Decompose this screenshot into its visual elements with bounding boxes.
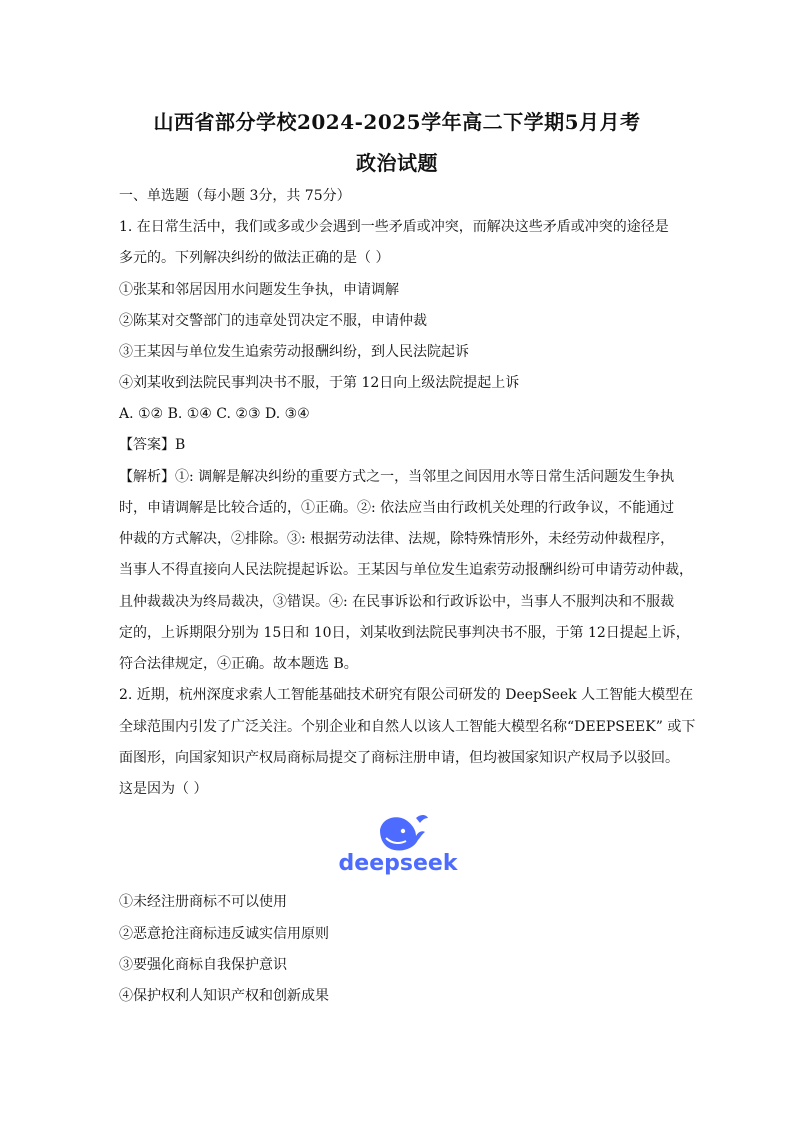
question-2-stem-line: 2. 近期，杭州深度求索人工智能基础技术研究有限公司研发的 DeepSeek 人工智能大模型在 bbox=[119, 687, 694, 703]
deepseek-logo bbox=[330, 808, 466, 878]
whale-icon bbox=[330, 808, 466, 878]
question-1-stem-line-2: 多元的。下列解决纠纷的做法正确的是（ ） bbox=[119, 250, 390, 266]
analysis-line: 【解析】①: 调解是解决纠纷的重要方式之一，当邻里之间因用水等日常生活问题发生争执 bbox=[119, 469, 675, 485]
section-heading: 一、单选题（每小题 3分，共 75分） bbox=[119, 188, 351, 204]
logo-wordmark: deepseek bbox=[338, 851, 458, 876]
question-2-option-1: ①未经注册商标不可以使用 bbox=[119, 894, 287, 910]
question-1-option-1: ①张某和邻居因用水问题发生争执，申请调解 bbox=[119, 282, 399, 298]
question-2-option-2: ②恶意抢注商标违反诚实信用原则 bbox=[119, 926, 329, 942]
analysis-line: 仲裁的方式解决，②排除。③: 根据劳动法律、法规，除特殊情形外，未经劳动仲裁程序， bbox=[119, 531, 675, 547]
question-2-stem-line: 这是因为（ ） bbox=[119, 781, 208, 797]
question-1-option-3: ③王某因与单位发生追索劳动报酬纠纷，到人民法院起诉 bbox=[119, 344, 469, 360]
analysis-line: 定的，上诉期限分别为 15日和 10日，刘某收到法院民事判决书不服，于第 12日提起上诉， bbox=[119, 625, 690, 641]
page-title: 山西省部分学校2024-2025学年高二下学期5月月考 bbox=[153, 110, 641, 134]
question-2-stem-line: 全球范围内引发了广泛关注。个别企业和自然人以该人工智能大模型名称“DEEPSEEK” 或下 bbox=[119, 719, 696, 735]
question-1-option-2: ②陈某对交警部门的违章处罚决定不服，申请仲裁 bbox=[119, 313, 427, 329]
question-1-answer: 【答案】B bbox=[119, 437, 186, 453]
question-2-option-3: ③要强化商标自我保护意识 bbox=[119, 957, 287, 973]
question-1-option-4: ④刘某收到法院民事判决书不服，于第 12日向上级法院提起上诉 bbox=[119, 375, 520, 391]
analysis-line: 当事人不得直接向人民法院提起诉讼。王某因与单位发生追索劳动报酬纠纷可申请劳动仲裁， bbox=[119, 562, 693, 578]
question-2-stem-line: 面图形，向国家知识产权局商标局提交了商标注册申请，但均被国家知识产权局予以驳回。 bbox=[119, 750, 679, 766]
analysis-line: 且仲裁裁决为终局裁决，③错误。④: 在民事诉讼和行政诉讼中，当事人不服判决和不服裁 bbox=[119, 594, 675, 610]
page-subtitle: 政治试题 bbox=[356, 151, 438, 175]
question-1-choices: A. ①② B. ①④ C. ②③ D. ③④ bbox=[119, 406, 310, 422]
analysis-line: 符合法律规定，④正确。故本题选 B。 bbox=[119, 656, 358, 672]
question-1-stem-line-1: 1. 在日常生活中，我们或多或少会遇到一些矛盾或冲突，而解决这些矛盾或冲突的途径是 bbox=[119, 219, 669, 235]
analysis-line: 时，申请调解是比较合适的，①正确。②: 依法应当由行政机关处理的行政争议，不能通过 bbox=[119, 500, 675, 516]
question-2-option-4: ④保护权利人知识产权和创新成果 bbox=[119, 988, 329, 1004]
